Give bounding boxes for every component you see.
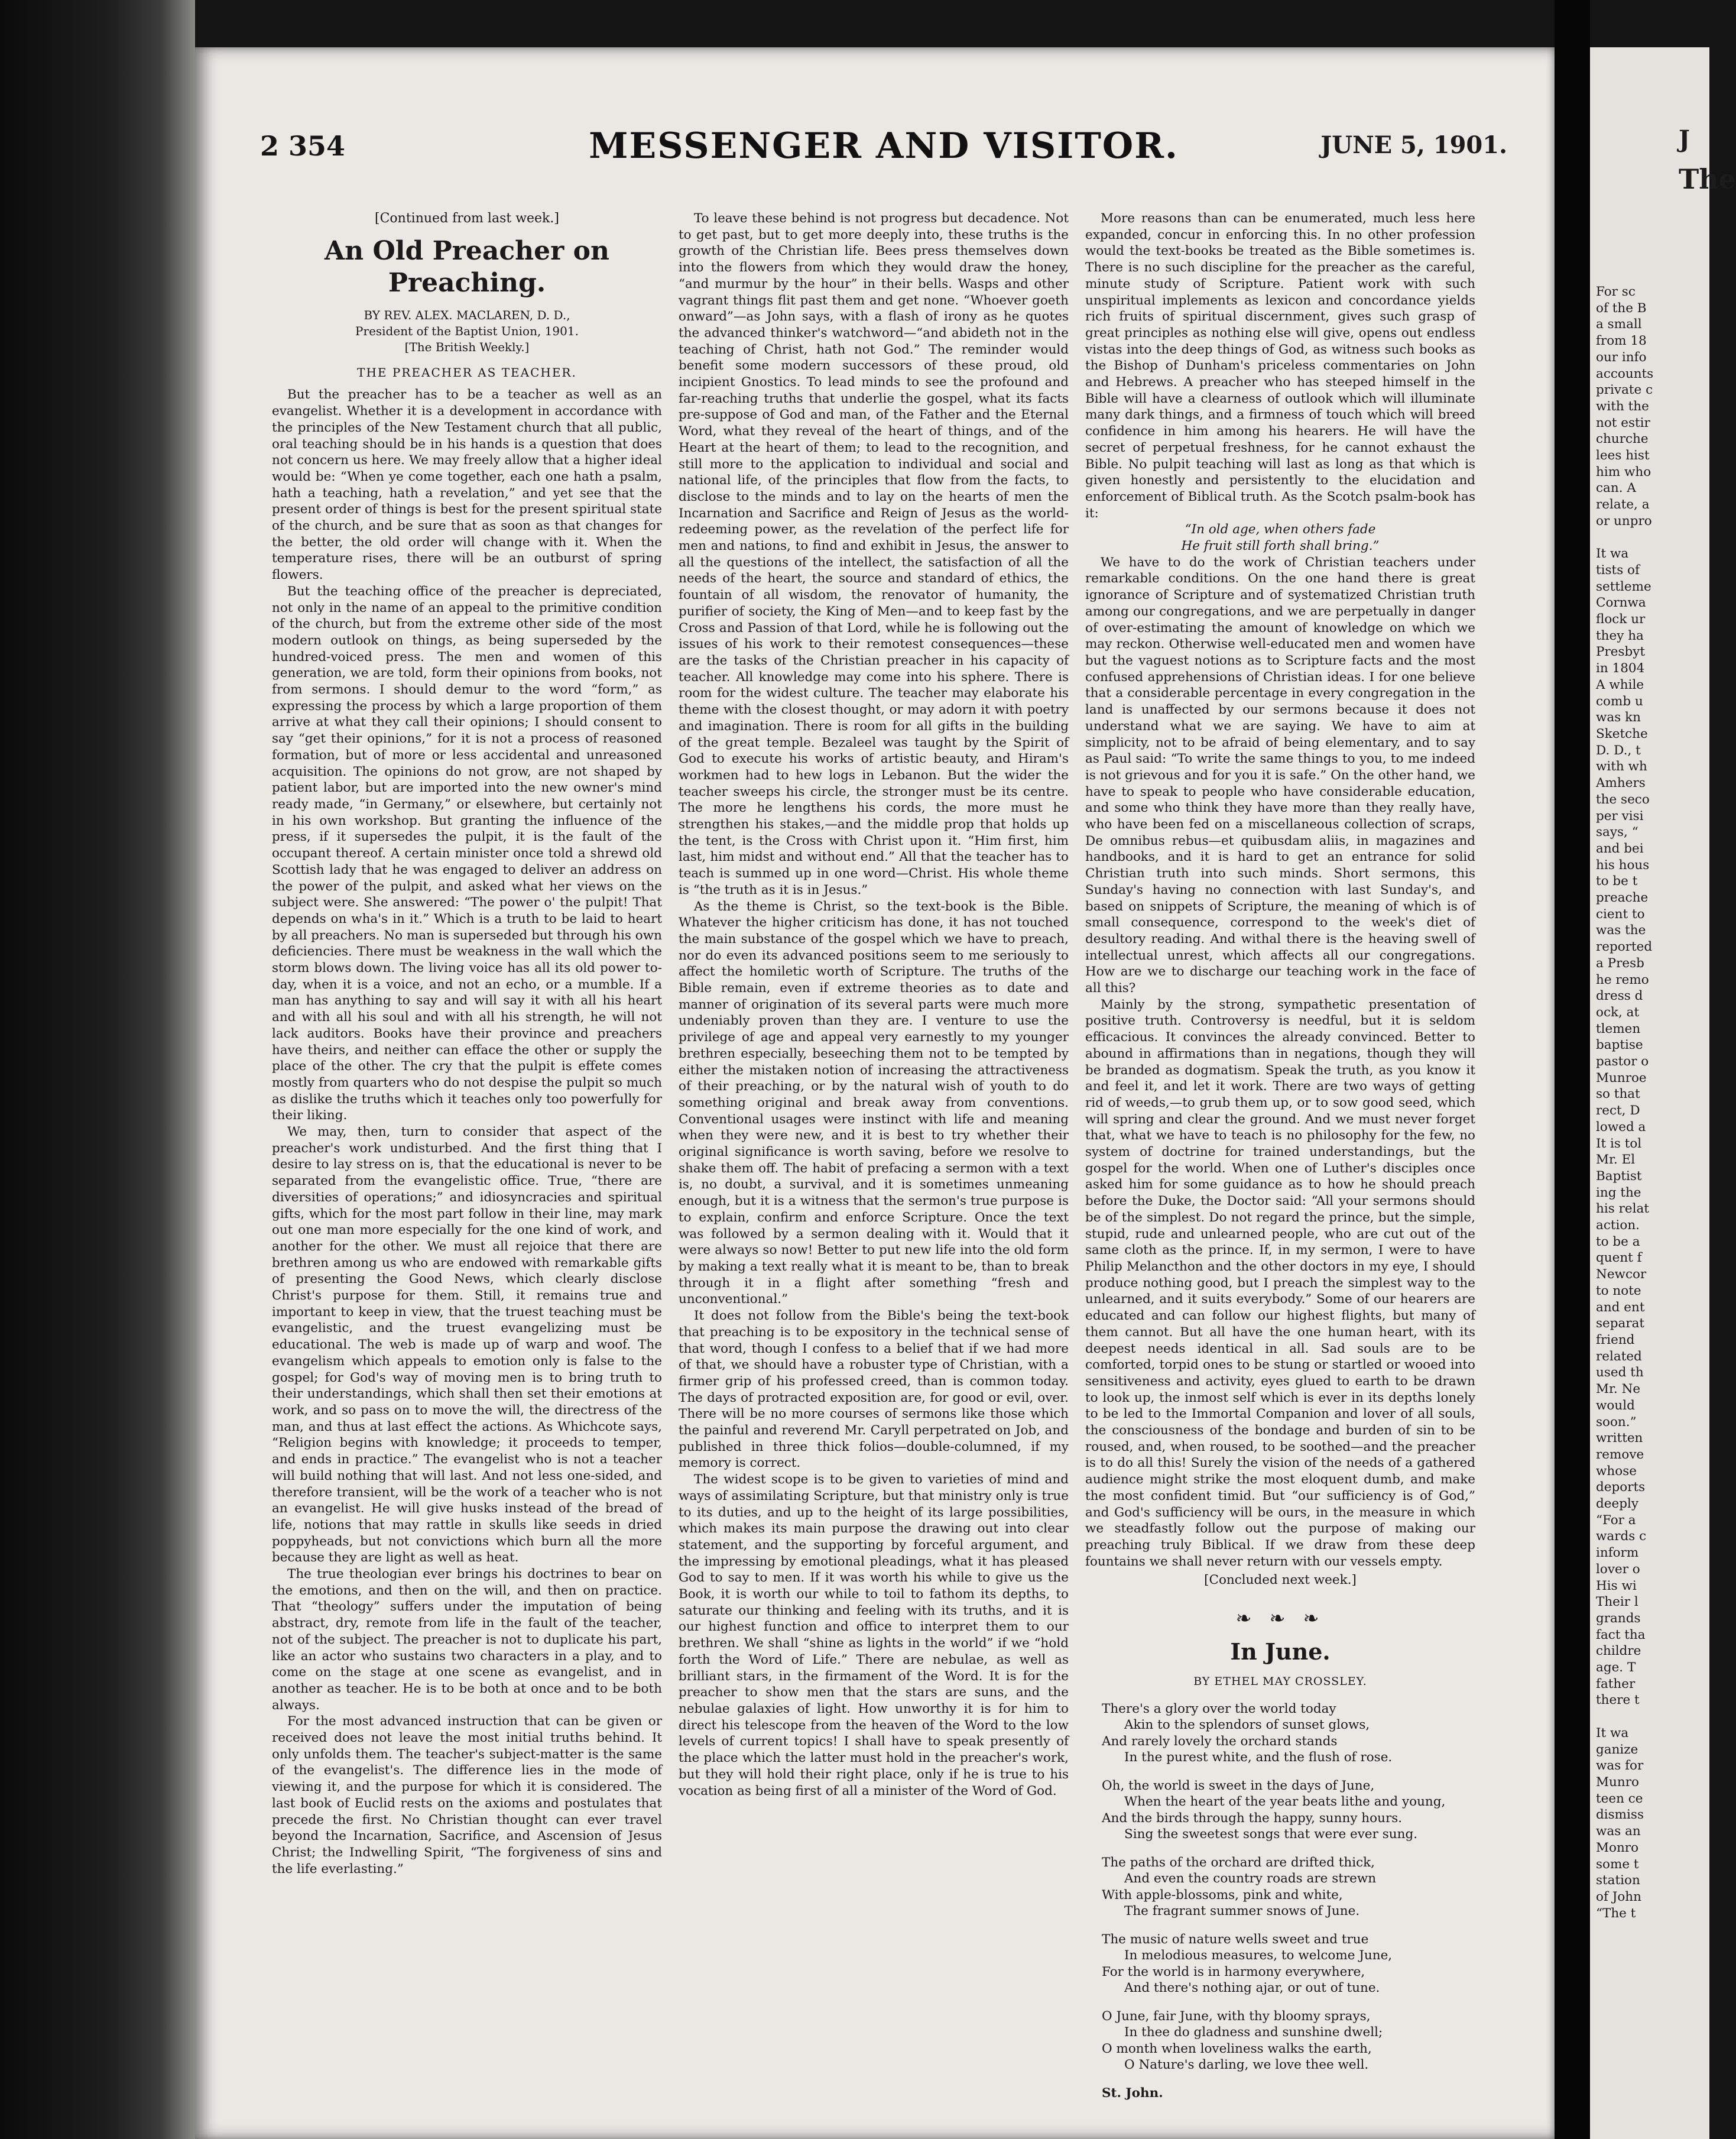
facing-page-line: was for <box>1596 1758 1644 1774</box>
facing-page-line: relate, a <box>1596 497 1650 513</box>
facing-page-line <box>1596 530 1653 546</box>
facing-page-line: age. T <box>1596 1660 1636 1675</box>
facing-page-line: whose <box>1596 1463 1637 1479</box>
poem-stanza <box>1102 2008 1475 2073</box>
poem-line: There's a glory over the world today <box>1102 1701 1336 1716</box>
poem-line: With apple-blossoms, pink and white, <box>1102 1887 1343 1903</box>
facing-page-line: It wa <box>1596 546 1629 562</box>
facing-page-line: written <box>1596 1431 1643 1446</box>
article-subhead: THE PREACHER AS TEACHER. <box>357 365 577 380</box>
facing-page-line: tists of <box>1596 562 1640 578</box>
facing-page-line: It is tol <box>1596 1136 1642 1151</box>
facing-page-line: “For a <box>1596 1512 1636 1528</box>
facing-page-line: him who <box>1596 464 1651 479</box>
verse-line: “In old age, when others fade <box>1185 522 1376 537</box>
poem-line: Oh, the world is sweet in the days of June, <box>1102 1778 1375 1793</box>
facing-page-line: Presbyt <box>1596 644 1646 660</box>
facing-page-line: pastor o <box>1596 1054 1649 1070</box>
poem-stanza <box>1102 1931 1475 1997</box>
facing-page-line: A while <box>1596 677 1644 692</box>
facing-page-line: some t <box>1596 1856 1639 1872</box>
masthead: MESSENGER AND VISITOR. <box>589 125 1179 167</box>
poem-line: And rarely lovely the orchard stands <box>1102 1733 1338 1749</box>
poem-line: And there's nothing ajar, or out of tune. <box>1124 1981 1380 1996</box>
facing-page-line: teen ce <box>1596 1791 1643 1806</box>
facing-page-line: friend <box>1596 1333 1635 1347</box>
facing-page-line: D. D., t <box>1596 743 1641 758</box>
page-number: 2 354 <box>260 130 346 162</box>
verse-line: He fruit still forth shall bring.” <box>1181 539 1380 554</box>
concluded-note: [Concluded next week.] <box>1204 1573 1357 1588</box>
facing-page-line: lees hist <box>1596 448 1650 464</box>
facing-page-line: they ha <box>1596 628 1644 643</box>
newspaper-page <box>195 47 1555 2139</box>
article-byline: BY REV. ALEX. MACLAREN, D. D., <box>364 307 570 322</box>
paragraph: But the teaching office of the preacher is depreciated, not only in the name of an appeal to the primitive condition of the church, but from the extreme other side of the most modern outlook on things, as being superseded by the hundred-voiced press. The men and women of this generation, we are told, form their opinions from books, not from sermons. I should demur to the word “form,” as expressing the process by which a large proportion of them arrive at what they call their opinions; I should consent to say “get their opinions,” for it is not a process of reasoned formation, but of more or less accidental and unreasoned acquisition. The opinions do not grow, are not shaped by patient labor, but are imported into the new owner's mind ready made, “in Germany,” or elsewhere, but certainly not in his own workshop. But granting the influence of the press, if it supersedes the pulpit, it is the fault of the occupant thereof. A certain minister once told a shrewd old Scottish lady that he was engaged to deliver an address on the power of the pulpit, and asked what her views on the subject were. She answered: “The power o' the pulpit! That depends on wha's in it.” Which is a truth to be laid to heart by all preachers. No man is superseded but through his own deficiencies. There must be weakness in the wall which the storm blows down. The living voice has all its old power to-day, when it is a voice, and not an echo, or a mumble. If a man has anything to say and will say it with all his heart and with all his soul and with all his strength, he will not lack auditors. Books have their province and preachers have theirs, and neither can efface the other or supply the place of the other. The cry that the pulpit is effete comes mostly from quarters who do not despise the pulpit so much as dislike the truths which it teaches only too powerfully for their liking. <box>272 584 662 1123</box>
facing-page-title: The <box>1679 163 1736 195</box>
facing-page-line: was an <box>1596 1824 1641 1839</box>
book-binding-shadow <box>0 0 195 2139</box>
paragraph: We have to do the work of Christian teachers under remarkable conditions. On the one hand there is great ignorance of Scripture and of systematized Christian truth among our congregations, and we are perpetually in danger of over-estimating the amount of knowledge on which we may reckon. Otherwise well-educated men and women have but the vaguest notions as to Scripture facts and the most confused apprehensions of Christian ideas. I for one believe that a considerable percentage in every congregation in the land is unaffected by our sermons because it does not understand what we are saying. We have to aim at simplicity, not to be afraid of being elementary, and to say as Paul said: “To write the same things to you, to me indeed is not grievous and for you it is safe.” On the other hand, we have to speak to people who have considerable education, and some who think they have more than they really have, who have been fed on a miscellaneous collection of scraps, De omnibus rebus—et quibusdam aliis, in magazines and handbooks, and it is hard to get an entrance for solid Christian truth into such minds. Short sermons, this Sunday's having no connection with last Sunday's, and based on snippets of Scripture, the meaning of which is of small consequence, correspond to the week's diet of desultory reading. And withal there is the heaving swell of intellectual unrest, which affects all our congregations. How are we to discharge our teaching work in the face of all this? <box>1085 555 1475 996</box>
paragraph: The true theologian ever brings his doctrines to bear on the emotions, and then on the will, and then on practice. That “theology” suffers under the imputation of being abstract, dry, remote from life in the fault of the teacher, not of the subject. The preacher is not to duplicate his part, like an actor who sustains two characters in a play, and to come on the stage at one scene as evangelist, and in another as teacher. He is to be both at once and to be both always. <box>272 1567 662 1713</box>
poem-line: O June, fair June, with thy bloomy sprays, <box>1102 2008 1371 2024</box>
poem-line: Sing the sweetest songs that were ever sung. <box>1124 1827 1418 1842</box>
fleuron-ornament: ❧ ❧ ❧ <box>1235 1607 1325 1630</box>
facing-page-line: settleme <box>1596 579 1651 594</box>
paragraph: We may, then, turn to consider that aspect of the preacher's work undisturbed. And the first thing that I desire to lay stress on is, that the educational is never to be separated from the evangelistic office. True, “there are diversities of operations;” and idiosyncracies and spiritual gifts, which for the most part follow in their line, may mark out one man more especially for the one kind of work, and another for the other. We must all rejoice that there are brethren among us who are endowed with remarkable gifts of presenting the Good News, which clearly disclose Christ's purpose for them. Still, it remains true and important to keep in view, that the truest teaching must be evangelistic, and the truest evangelizing must be educational. The web is made up of warp and woof. The evangelism which appeals to emotion only is false to the gospel; for God's way of moving men is to bring truth to their understandings, which shall then set their emotions at work, and so pass on to move the will, the directress of the man, and thus at last effect the actions. As Whichcote says, “Religion begins with knowledge; it proceeds to temper, and ends in practice.” The evangelist who is not a teacher will build nothing that will last. And not less one-sided, and therefore transient, will be the work of a teacher who is not an evangelist. He will give husks instead of the bread of life, notions that may rattle in skulls like seeds in dried poppyheads, but not convictions which burn all the more because they are light as well as heat. <box>272 1124 662 1566</box>
facing-page-line: and bei <box>1596 841 1644 856</box>
facing-page-line: to note <box>1596 1283 1641 1298</box>
poem-line: And the birds through the happy, sunny hours. <box>1102 1810 1403 1826</box>
facing-page-line: our info <box>1596 349 1647 365</box>
facing-page-line: Their l <box>1596 1594 1638 1610</box>
facing-page-line: lover o <box>1596 1561 1640 1577</box>
facing-page-line: to be t <box>1596 874 1638 889</box>
facing-page-text <box>1596 284 1653 1921</box>
poem-line: When the heart of the year beats lithe and young, <box>1124 1794 1446 1810</box>
paragraph: Mainly by the strong, sympathetic presentation of positive truth. Controversy is needful, but it is seldom efficacious. It convinces the already convinced. Better to abound in affirmations than in negations, though they will be branded as dogmatism. Speak the truth, as you know it and feel it, and let it work. There are two ways of getting rid of weeds,—to grub them up, or to sow good seed, which will spring and clear the ground. And we must never forget that, what we have to teach is no philosophy for the few, no system of doctrine for trained understandings, but the gospel for the world. When one of Luther's disciples once asked him for some guidance as to how he should preach before the Duke, the Doctor said: “All your sermons should be of the simplest. Do not regard the prince, but the simple, stupid, rude and unlearned people, who are cut out of the same cloth as the prince. If, in my sermon, I were to have Philip Melancthon and the other doctors in my eye, I should produce nothing good, but I preach the simplest way to the unlearned, and it suits everybody.” Some of our hearers are educated and can follow our highest flights, but many of them cannot. But all have the one human heart, with its deepest needs identical in all. Sad souls are to be comforted, torpid ones to be stung or startled or wooed into sensitiveness and activity, eyes glued to earth to be drawn to look up, the inmost self which is ever in its depths lonely to be led to the Immortal Companion and lover of all souls, the consciousness of the bondage and burden of sin to be roused, and, when roused, to be soothed—and the preacher is to do all this! Surely the vision of the needs of a gathered audience might strike the most eloquent dumb, and make the most confident timid. But “our sufficiency is of God,” and God's sufficiency will be ours, in the measure in which we steadfastly follow out the purpose of making our preaching truly Biblical. If we draw from these deep fountains we shall never return with our vessels empty. <box>1085 997 1475 1569</box>
facing-page-line: accounts <box>1596 366 1654 381</box>
article-title: An Old Preacher on Preaching. <box>325 235 609 298</box>
facing-page-line: Munroe <box>1596 1070 1647 1085</box>
facing-page-line: Monro <box>1596 1840 1639 1855</box>
facing-page-line: ganize <box>1596 1742 1638 1757</box>
facing-page-line: father <box>1596 1676 1636 1691</box>
facing-page-line: in 1804 <box>1596 661 1645 676</box>
facing-page-line: deeply <box>1596 1496 1638 1512</box>
facing-page-line: of the B <box>1596 300 1647 316</box>
facing-page-line: from 18 <box>1596 333 1647 349</box>
facing-page-line: For sc <box>1596 284 1636 299</box>
facing-page-line: would <box>1596 1398 1635 1413</box>
poem-title: In June. <box>1230 1638 1331 1665</box>
facing-page-line: of John <box>1596 1889 1641 1904</box>
facing-page-line: so that <box>1596 1087 1640 1102</box>
poem-line: O month when loveliness walks the earth, <box>1102 2041 1372 2056</box>
facing-page-line: or unpro <box>1596 513 1652 529</box>
facing-page-line: fact tha <box>1596 1627 1646 1642</box>
poem-stanza <box>1102 1701 1475 1766</box>
paragraph: To leave these behind is not progress but decadence. Not to get past, but to get more deeply into, these truths is the growth of the Christian life. Bees press themselves down into the flowers from which they would draw the honey, “and murmur by the hour” in their bells. Wasps and other vagrant things flit past them and get none. “Whoever goeth onward”—as John says, with a flash of irony as he quotes the advanced thinker's watchword—“and abideth not in the teaching of Christ, hath not God.” The reminder would benefit some modern successors of these proud, old incipient Gnostics. To lead minds to see the profound and far-reaching truths that underlie the gospel, what its facts pre-suppose of God and man, of the Father and the Eternal Word, what they reveal of the heart of things, and of the Heart at the heart of them; to lead to the recognition, and still more to the application to individual and social and national life, of the principles that flow from the facts, to disclose to the minds and to lay on the hearts of men the Incarnation and Sacrifice and Reign of Jesus as the world-redeeming power, as the revelation of the perfect life for men and nations, to find and exhibit in Jesus, the answer to all the questions of the intellect, the satisfaction of all the needs of the heart, the source and standard of ethics, the fountain of all wisdom, the renovator of humanity, the purifier of society, the King of Men—and to keep fast by the Cross and Passion of that Lord, while he is following out the issues of his work to their remotest consequences—these are the tasks of the Christian preacher in his capacity of teacher. All knowledge may come into his sphere. There is room for the widest culture. The teacher may elaborate his theme with the closest thought, or may adorn it with poetry and imagination. There is room for all gifts in the building of the great temple. Bezaleel was taught by the Spirit of God to execute his works of artistic beauty, and Hiram's workmen had to hew logs in Lebanon. But the wider the teacher sweeps his circle, the stronger must be its centre. The more he lengthens his cords, the more must he strengthen his stakes,—and the middle prop that holds up the tent, is the Cross with Christ upon it. “Him first, him last, him midst and without end.” All that the teacher has to teach is summed up in one word—Christ. His whole theme is “the truth as it is in Jesus.” <box>679 211 1069 897</box>
poem-line: The paths of the orchard are drifted thick, <box>1102 1855 1375 1870</box>
facing-page-line: reported <box>1596 939 1653 955</box>
poem-line: The fragrant summer snows of June. <box>1124 1904 1360 1919</box>
facing-page-line: related <box>1596 1349 1642 1364</box>
paragraph: For the most advanced instruction that can be given or received does not leave the most initial truths behind. It only unfolds them. The teacher's subject-matter is the same of the evangelist's. The difference lies in the mode of viewing it, and the purpose for which it is considered. The last book of Euclid rests on the axioms and postulates that precede the first. No Christian thought can ever travel beyond the Incarnation, Sacrifice, and Ascension of Jesus Christ; the Indwelling Spirit, “The forgiveness of sins and the life everlasting.” <box>272 1714 662 1877</box>
paragraph: It does not follow from the Bible's being the text-book that preaching is to be expository in the technical sense of that word, though I confess to a belief that if we had more of that, we should have a robuster type of Christian, with a firmer grip of his professed creed, than is common today. The days of protracted exposition are, for good or evil, over. There will be no more courses of sermons like those which the painful and reverend Mr. Caryll perpetrated on Job, and published in three thick folios—double-columned, if my memory is correct. <box>679 1308 1069 1471</box>
poem-signature: St. John. <box>1102 2085 1163 2101</box>
article-source: [The British Weekly.] <box>404 339 530 354</box>
facing-page-line: wards c <box>1596 1529 1647 1544</box>
column-1 <box>272 210 662 2073</box>
issue-date: JUNE 5, 1901. <box>1320 131 1507 159</box>
paragraph: More reasons than can be enumerated, much less here expanded, concur in enforcing this. In no other profession would the text-books be treated as the Bible sometimes is. There is no such discipline for the preacher as the careful, minute study of Scripture. Patient work with such unspiritual implements as lexicon and concordance yields rich fruits of spiritual discernment, gives such grasp of great principles as nothing else will give, opens out endless vistas into the deep things of God, as witness such books as the Bishop of Dunham's priceless commentaries on John and Hebrews. A preacher who has steeped himself in the Bible will have a clearness of outlook which will illuminate many dark things, and a firmness of touch which will breed confidence in him among his hearers. He will have the secret of perpetual freshness, for he cannot exhaust the Bible. No pulpit teaching will last as long as that which is given honestly and persistently to the elucidation and enforcement of Biblical truth. As the Scotch psalm-book has it: <box>1085 211 1475 521</box>
facing-page-line: Mr. Ne <box>1596 1382 1641 1397</box>
facing-page-line: childre <box>1596 1644 1641 1659</box>
facing-page-line: dismiss <box>1596 1807 1644 1823</box>
facing-page-line: churche <box>1596 432 1649 447</box>
facing-page-line: ock, at <box>1596 1004 1640 1020</box>
facing-page-header: J <box>1679 125 1690 153</box>
facing-page-line: dress d <box>1596 989 1643 1004</box>
facing-page-line: and ent <box>1596 1299 1645 1315</box>
facing-page-line: was the <box>1596 923 1646 938</box>
facing-page-fragment <box>1590 47 1736 2139</box>
poem-line: O Nature's darling, we love thee well. <box>1124 2057 1369 2073</box>
facing-page-line: not estir <box>1596 415 1650 430</box>
paragraph: As the theme is Christ, so the text-book is the Bible. Whatever the higher criticism has done, it has not touched the main substance of the gospel which we have to preach, nor do even its advanced positions seem to me seriously to affect the homiletic worth of Scripture. The truths of the Bible remain, even if extreme theories as to date and manner of origination of its several parts were much more undeniably proven than they are. I venture to use the privilege of age and appeal very earnestly to my younger brethren especially, beseeching them not to be tempted by either the mistaken notion of increasing the attractiveness of their preaching, or by the natural wish of youth to do something original and break away from conventions. Conventional usages were instinct with life and meaning when they were new, and it is best to try whether their original significance is worth saving, before we resolve to shake them off. The habit of prefacing a sermon with a text is, no doubt, a survival, and it is sometimes unmeaning enough, but it is a witness that the sermon's true purpose is to explain, confirm and enforce Scripture. Once the text was followed by a sermon dealing with it. Would that it were always so now! Better to put new life into the old form by making a text really what it is meant to be, than to break through it in a flight after something “fresh and unconventional.” <box>679 899 1069 1307</box>
page-gutter <box>1555 0 1590 2139</box>
facing-page-line: with wh <box>1596 759 1647 774</box>
facing-page-line: Baptist <box>1596 1168 1642 1184</box>
column-3 <box>1085 210 1475 2101</box>
facing-page-line: tlemen <box>1596 1021 1641 1036</box>
facing-page-line: there t <box>1596 1693 1640 1708</box>
facing-page-line: comb u <box>1596 693 1643 709</box>
facing-page-line: Sketche <box>1596 726 1648 741</box>
column-2 <box>679 210 1069 2073</box>
facing-page-line: “The t <box>1596 1905 1636 1921</box>
facing-page-line: his relat <box>1596 1201 1649 1217</box>
facing-page-line: a Presb <box>1596 955 1644 971</box>
poem-author: BY ETHEL MAY CROSSLEY. <box>1193 1675 1367 1688</box>
poem-stanza <box>1102 1855 1475 1920</box>
facing-page-line: cient to <box>1596 906 1645 922</box>
facing-page-line: Amhers <box>1596 776 1646 791</box>
facing-page-line: station <box>1596 1873 1640 1888</box>
facing-page-line: a small <box>1596 317 1642 332</box>
poem-line: In the purest white, and the flush of rose. <box>1124 1750 1393 1765</box>
poem-line: For the world is in harmony everywhere, <box>1102 1964 1365 1979</box>
facing-page-line: Newcor <box>1596 1267 1647 1282</box>
paragraph: But the preacher has to be a teacher as well as an evangelist. Whether it is a development in accordance with the principles of the New Testament church that all public, oral teaching should be in his hands is a question that does not concern us here. We may freely allow that a higher ideal would be: “When ye come together, each one hath a psalm, hath a teaching, hath a revelation,” and yet see that the present order of things is best for the present spiritual state of the church, and be sure that as soon as that changes for the better, the old order will change with it. When the temperature rises, there will be an outburst of spring flowers. <box>272 387 662 583</box>
facing-page-line: baptise <box>1596 1038 1643 1053</box>
page-header <box>260 124 1507 166</box>
facing-page-line: preache <box>1596 890 1649 906</box>
facing-page-line: Cornwa <box>1596 595 1646 611</box>
facing-page-line <box>1596 1709 1653 1725</box>
facing-page-line: Munro <box>1596 1774 1639 1790</box>
facing-page-line: ing the <box>1596 1185 1641 1200</box>
facing-page-line: the seco <box>1596 792 1650 807</box>
facing-page-line: was kn <box>1596 710 1641 725</box>
continued-note: [Continued from last week.] <box>375 211 559 226</box>
facing-page-line: flock ur <box>1596 612 1646 627</box>
facing-page-line: lowed a <box>1596 1119 1646 1135</box>
poem-line: Akin to the splendors of sunset glows, <box>1124 1717 1370 1733</box>
poem-line: And even the country roads are strewn <box>1124 1871 1377 1887</box>
paragraph: The widest scope is to be given to varieties of mind and ways of assimilating Scripture, but that ministry only is true to its duties, and up to the height of its large possibilities, which makes its main purpose the drawing out into clear statement, and the supporting by forceful argument, and the impressing by emotional pleadings, what it has pleased God to say to men. If it was worth his while to give us the Book, it is worth our while to toil to fathom its depths, to saturate our thinking and feeling with its truths, and it is our highest function and office to interpret them to our brethren. We shall “shine as lights in the world” if we “hold forth the Word of Life.” There are nebulae, as well as brilliant stars, in the firmament of the Word. It is for the preacher to show men that the stars are suns, and the nebulae galaxies of light. How unworthy it is for him to direct his telescope from the heaven of the Word to the low levels of current topics! I shall have to speak presently of the place which the latter must hold in the preacher's work, but they will hold their right place, only if he is true to his vocation as being first of all a minister of the Word of God. <box>679 1472 1069 1798</box>
facing-page-line: action. <box>1596 1218 1640 1233</box>
facing-page-line: Mr. El <box>1596 1152 1636 1168</box>
facing-page-line: with the <box>1596 398 1649 414</box>
facing-page-line: can. A <box>1596 481 1636 496</box>
author-affiliation: President of the Baptist Union, 1901. <box>355 323 579 338</box>
facing-page-line: says, “ <box>1596 825 1638 840</box>
poem-line: In thee do gladness and sunshine dwell; <box>1124 2025 1383 2040</box>
facing-page-line: rect, D <box>1596 1103 1640 1119</box>
poem-stanza <box>1102 1778 1475 1843</box>
poem-line: In melodious measures, to welcome June, <box>1124 1948 1393 1963</box>
facing-page-line: His wi <box>1596 1578 1637 1593</box>
facing-page-line: It wa <box>1596 1725 1629 1741</box>
facing-page-line: to be a <box>1596 1234 1640 1249</box>
facing-page-line: his hous <box>1596 857 1650 873</box>
facing-page-line: private c <box>1596 383 1653 398</box>
facing-page-line: remove <box>1596 1447 1644 1462</box>
facing-page-line: soon.” <box>1596 1414 1637 1430</box>
poem-line: The music of nature wells sweet and true <box>1102 1931 1369 1947</box>
facing-page-line: deports <box>1596 1480 1646 1495</box>
facing-page-line: inform <box>1596 1545 1639 1561</box>
facing-page-line: grands <box>1596 1610 1641 1626</box>
facing-page-line: quent f <box>1596 1250 1642 1266</box>
facing-page-line: used th <box>1596 1365 1644 1380</box>
facing-page-line: per visi <box>1596 808 1644 824</box>
facing-page-line: separat <box>1596 1316 1645 1331</box>
facing-page-line: he remo <box>1596 972 1649 987</box>
